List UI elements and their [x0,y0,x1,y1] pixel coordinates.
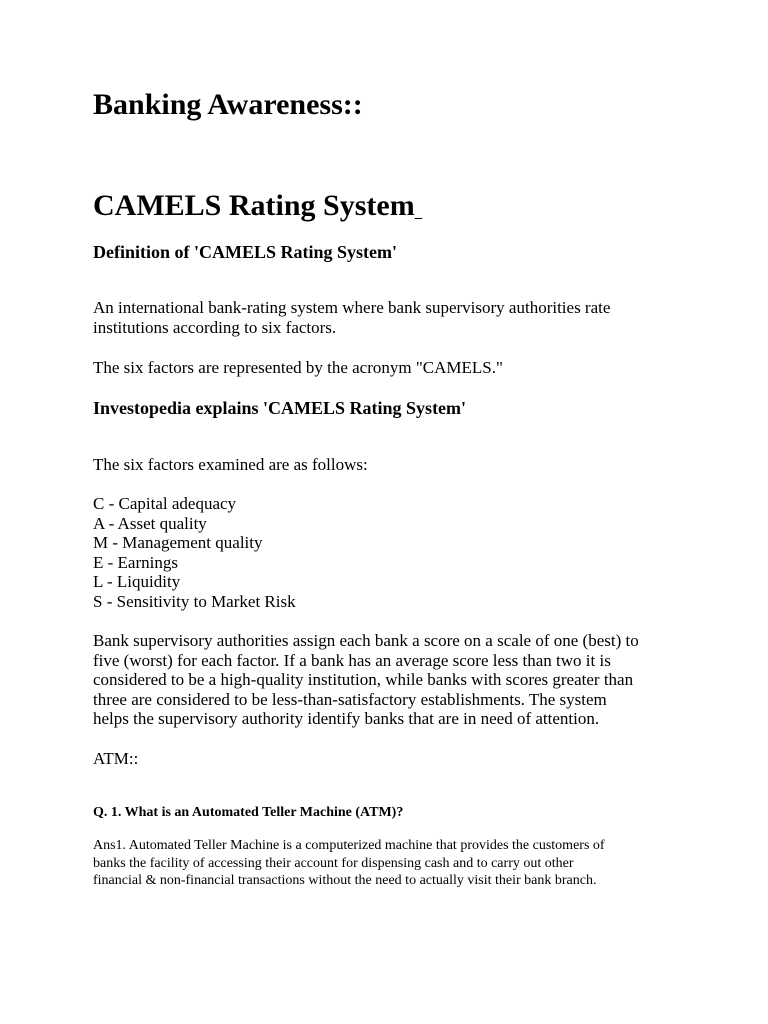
factor-item-management: M - Management quality [93,533,263,552]
camels-heading-text: CAMELS Rating System [93,189,415,222]
atm-answer-line: financial & non-financial transactions without the need to actually visit their bank branch. [93,873,597,888]
factors-intro: The six factors examined are as follows: [93,455,368,474]
factor-item-sensitivity: S - Sensitivity to Market Risk [93,591,296,611]
explains-heading: Investopedia explains 'CAMELS Rating System' [93,398,467,418]
scoring-line: helps the supervisory authority identify banks that are in need of attention. [93,709,600,728]
acronym-sentence: The six factors are represented by the acronym "CAMELS." [93,358,503,377]
atm-question: Q. 1. What is an Automated Teller Machine (ATM)? [93,805,404,820]
atm-answer [93,837,605,890]
atm-answer-line: banks the facility of accessing their account for dispensing cash and to carry out other [93,855,574,871]
scoring-paragraph [93,631,639,729]
atm-answer-line: Ans1. Automated Teller Machine is a computerized machine that provides the customers of [93,838,605,853]
scoring-line: considered to be a high-quality institution, while banks with scores greater than [93,670,634,689]
factor-item-earnings: E - Earnings [93,552,178,572]
factor-item-liquidity: L - Liquidity [93,572,181,591]
factor-item-asset: A - Asset quality [93,513,207,533]
scoring-line: Bank supervisory authorities assign each bank a score on a scale of one (best) to [93,631,639,650]
scoring-line: five (worst) for each factor. If a bank has an average score less than two it is [93,650,611,670]
definition-paragraph [93,298,610,337]
atm-heading: ATM:: [93,749,139,768]
factor-item-capital: C - Capital adequacy [93,494,237,513]
definition-line: institutions according to six factors. [93,317,337,337]
scoring-line: three are considered to be less-than-satisfactory establishments. The system [93,689,607,709]
factors-list [93,494,296,611]
definition-heading: Definition of 'CAMELS Rating System' [93,242,398,262]
document-title: Banking Awareness:: [93,88,363,121]
camels-heading-underline [415,189,423,222]
definition-line: An international bank-rating system where bank supervisory authorities rate [93,298,611,317]
camels-heading [93,189,422,223]
